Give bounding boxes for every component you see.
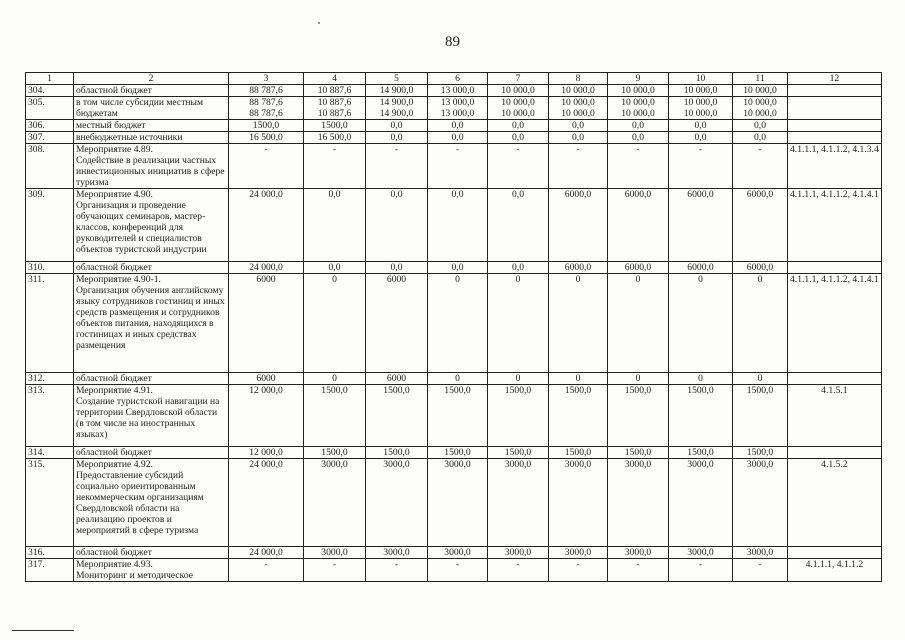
value-cell: - <box>229 559 304 582</box>
value-cell: 6000 <box>366 274 428 373</box>
value-cell: 0 <box>428 274 488 373</box>
target-indicator-code: 4.1.1.1, 4.1.1.2, 4.1.4.1 <box>788 274 882 373</box>
column-number-5: 5 <box>366 73 428 85</box>
table-row <box>26 189 882 262</box>
value-cell: 10 000,0 10 000,0 <box>733 97 788 120</box>
value-cell: 0 <box>549 274 608 373</box>
row-number: 307. <box>26 132 74 144</box>
value-cell: 10 000,0 10 000,0 <box>488 97 549 120</box>
table-row <box>26 132 882 144</box>
row-number: 308. <box>26 144 74 189</box>
value-cell: 0,0 <box>366 120 428 132</box>
table-header-row <box>26 73 882 85</box>
value-cell: 1500,0 <box>669 447 733 459</box>
value-cell: - <box>428 144 488 189</box>
value-cell: 3000,0 <box>366 547 428 559</box>
value-cell: 6000,0 <box>549 262 608 274</box>
value-cell: 13 000,0 <box>428 85 488 97</box>
value-cell: 6000,0 <box>608 189 669 262</box>
value-cell: 0,0 <box>733 132 788 144</box>
value-cell: 12 000,0 <box>229 447 304 459</box>
target-indicator-code <box>788 132 882 144</box>
value-cell: 3000,0 <box>669 459 733 547</box>
value-cell: - <box>608 559 669 582</box>
column-number-9: 9 <box>608 73 669 85</box>
value-cell: 1500,0 <box>733 447 788 459</box>
value-cell: - <box>488 144 549 189</box>
value-cell: 1500,0 <box>608 447 669 459</box>
table-row <box>26 373 882 385</box>
value-cell: 16 500,0 <box>304 132 366 144</box>
table-row <box>26 85 882 97</box>
value-cell: - <box>733 559 788 582</box>
value-cell: 0,0 <box>669 132 733 144</box>
value-cell: - <box>488 559 549 582</box>
table-row <box>26 120 882 132</box>
row-number: 316. <box>26 547 74 559</box>
column-number-3: 3 <box>229 73 304 85</box>
value-cell: 1500,0 <box>366 385 428 447</box>
row-description: Мероприятие 4.89. Содействие в реализации частных инвестиционных инициатив в сфере туризма <box>74 144 229 189</box>
value-cell: - <box>229 144 304 189</box>
value-cell: 0,0 <box>428 189 488 262</box>
value-cell: 1500,0 <box>428 447 488 459</box>
row-description: областной бюджет <box>74 262 229 274</box>
value-cell: 3000,0 <box>549 459 608 547</box>
value-cell: - <box>366 559 428 582</box>
value-cell: 0,0 <box>304 189 366 262</box>
value-cell: 3000,0 <box>608 547 669 559</box>
value-cell: - <box>549 144 608 189</box>
row-number: 314. <box>26 447 74 459</box>
column-number-6: 6 <box>428 73 488 85</box>
row-number: 309. <box>26 189 74 262</box>
value-cell: 6000,0 <box>608 262 669 274</box>
row-description: внебюджетные источники <box>74 132 229 144</box>
value-cell: 3000,0 <box>304 459 366 547</box>
column-number-4: 4 <box>304 73 366 85</box>
row-number: 315. <box>26 459 74 547</box>
page-number: 89 <box>445 34 460 50</box>
value-cell: 6000 <box>229 373 304 385</box>
target-indicator-code <box>788 262 882 274</box>
value-cell: 1500,0 <box>304 447 366 459</box>
value-cell: 0,0 <box>608 120 669 132</box>
value-cell: 0,0 <box>669 120 733 132</box>
row-number: 310. <box>26 262 74 274</box>
row-number: 306. <box>26 120 74 132</box>
column-number-1: 1 <box>26 73 74 85</box>
value-cell: 24 000,0 <box>229 459 304 547</box>
row-description: областной бюджет <box>74 547 229 559</box>
column-number-2: 2 <box>74 73 229 85</box>
row-number: 304. <box>26 85 74 97</box>
value-cell: 1500,0 <box>229 120 304 132</box>
target-indicator-code: 4.1.5.1 <box>788 385 882 447</box>
table-row <box>26 262 882 274</box>
value-cell: 10 000,0 <box>733 85 788 97</box>
value-cell: 14 900,0 14 900,0 <box>366 97 428 120</box>
value-cell: 0,0 <box>428 120 488 132</box>
value-cell: 10 000,0 <box>608 85 669 97</box>
value-cell: 0 <box>733 373 788 385</box>
value-cell: 24 000,0 <box>229 189 304 262</box>
value-cell: 0 <box>304 274 366 373</box>
value-cell: 24 000,0 <box>229 262 304 274</box>
column-number-12: 12 <box>788 73 882 85</box>
value-cell: 0 <box>733 274 788 373</box>
column-number-7: 7 <box>488 73 549 85</box>
value-cell: 16 500,0 <box>229 132 304 144</box>
value-cell: 0,0 <box>428 262 488 274</box>
value-cell: 0 <box>608 274 669 373</box>
value-cell: 88 787,6 <box>229 85 304 97</box>
value-cell: 6000,0 <box>549 189 608 262</box>
value-cell: 1500,0 <box>304 120 366 132</box>
target-indicator-code: 4.1.1.1, 4.1.1.2, 4.1.4.1 <box>788 189 882 262</box>
value-cell: 0 <box>428 373 488 385</box>
footnote-rule <box>12 630 74 631</box>
table-row <box>26 447 882 459</box>
value-cell: - <box>304 559 366 582</box>
value-cell: 0 <box>549 373 608 385</box>
scan-speck <box>318 22 320 24</box>
column-number-8: 8 <box>549 73 608 85</box>
row-description: областной бюджет <box>74 373 229 385</box>
value-cell: 3000,0 <box>733 547 788 559</box>
value-cell: 1500,0 <box>366 447 428 459</box>
value-cell: 0,0 <box>488 120 549 132</box>
value-cell: 88 787,6 88 787,6 <box>229 97 304 120</box>
value-cell: - <box>669 559 733 582</box>
value-cell: 3000,0 <box>428 459 488 547</box>
value-cell: 3000,0 <box>488 547 549 559</box>
value-cell: 0,0 <box>488 132 549 144</box>
row-number: 317. <box>26 559 74 582</box>
value-cell: 0 <box>608 373 669 385</box>
value-cell: - <box>304 144 366 189</box>
value-cell: 24 000,0 <box>229 547 304 559</box>
target-indicator-code <box>788 85 882 97</box>
value-cell: 1500,0 <box>428 385 488 447</box>
row-number: 305. <box>26 97 74 120</box>
value-cell: 0 <box>669 373 733 385</box>
value-cell: 6000,0 <box>733 189 788 262</box>
value-cell: 3000,0 <box>608 459 669 547</box>
value-cell: 0,0 <box>488 189 549 262</box>
value-cell: 10 000,0 <box>669 85 733 97</box>
value-cell: 6000,0 <box>733 262 788 274</box>
value-cell: - <box>733 144 788 189</box>
value-cell: 3000,0 <box>669 547 733 559</box>
value-cell: 3000,0 <box>733 459 788 547</box>
row-description: Мероприятие 4.92. Предоставление субсидий социально ориентированным некоммерческим организациям Свердловской области на реализацию проектов и мероприятий в сфере туризма <box>74 459 229 547</box>
value-cell: 6000 <box>229 274 304 373</box>
table-row <box>26 274 882 373</box>
value-cell: 0 <box>304 373 366 385</box>
value-cell: 0 <box>488 274 549 373</box>
table-row <box>26 547 882 559</box>
row-description: Мероприятие 4.93. Мониторинг и методическое <box>74 559 229 582</box>
value-cell: 1500,0 <box>608 385 669 447</box>
column-number-11: 11 <box>733 73 788 85</box>
row-number: 311. <box>26 274 74 373</box>
value-cell: 0 <box>669 274 733 373</box>
value-cell: 6000,0 <box>669 189 733 262</box>
value-cell: 13 000,0 13 000,0 <box>428 97 488 120</box>
value-cell: 0,0 <box>428 132 488 144</box>
target-indicator-code: 4.1.1.1, 4.1.1.2, 4.1.3.4 <box>788 144 882 189</box>
value-cell: 10 887,6 10 887,6 <box>304 97 366 120</box>
row-number: 313. <box>26 385 74 447</box>
value-cell: 10 000,0 <box>488 85 549 97</box>
value-cell: 1500,0 <box>549 447 608 459</box>
value-cell: 10 000,0 10 000,0 <box>549 97 608 120</box>
budget-table <box>25 72 882 582</box>
table-row <box>26 385 882 447</box>
target-indicator-code: 4.1.1.1, 4.1.1.2 <box>788 559 882 582</box>
row-number: 312. <box>26 373 74 385</box>
value-cell: 0,0 <box>366 262 428 274</box>
target-indicator-code <box>788 547 882 559</box>
value-cell: 12 000,0 <box>229 385 304 447</box>
target-indicator-code <box>788 120 882 132</box>
value-cell: 10 000,0 <box>549 85 608 97</box>
value-cell: 1500,0 <box>733 385 788 447</box>
table-row <box>26 559 882 582</box>
table-row <box>26 144 882 189</box>
row-description: областной бюджет <box>74 85 229 97</box>
row-description: Мероприятие 4.90. Организация и проведение обучающих семинаров, мастер-классов, конференций для руководителей и специалистов объектов туристской индустрии <box>74 189 229 262</box>
target-indicator-code <box>788 447 882 459</box>
value-cell: 0,0 <box>608 132 669 144</box>
value-cell: 6000,0 <box>669 262 733 274</box>
value-cell: 10 000,0 10 000,0 <box>669 97 733 120</box>
row-description: Мероприятие 4.90-1. Организация обучения английскому языку сотрудников гостиниц и иных средств размещения и сотрудников объектов питания, находящихся в гостиницах и иных средствах размещения <box>74 274 229 373</box>
value-cell: 0,0 <box>488 262 549 274</box>
value-cell: 6000 <box>366 373 428 385</box>
row-description: Мероприятие 4.91. Создание туристской навигации на территории Свердловской области (в том числе на иностранных языках) <box>74 385 229 447</box>
value-cell: 3000,0 <box>488 459 549 547</box>
value-cell: 1500,0 <box>304 385 366 447</box>
table-row <box>26 97 882 120</box>
value-cell: 14 900,0 <box>366 85 428 97</box>
value-cell: - <box>366 144 428 189</box>
value-cell: 1500,0 <box>488 447 549 459</box>
column-number-10: 10 <box>669 73 733 85</box>
value-cell: 1500,0 <box>488 385 549 447</box>
target-indicator-code <box>788 97 882 120</box>
target-indicator-code: 4.1.5.2 <box>788 459 882 547</box>
value-cell: 1500,0 <box>549 385 608 447</box>
value-cell: 3000,0 <box>549 547 608 559</box>
value-cell: - <box>549 559 608 582</box>
value-cell: 0 <box>488 373 549 385</box>
value-cell: 0,0 <box>304 262 366 274</box>
value-cell: 0,0 <box>549 120 608 132</box>
row-description: в том числе субсидии местным бюджетам <box>74 97 229 120</box>
value-cell: 1500,0 <box>669 385 733 447</box>
target-indicator-code <box>788 373 882 385</box>
value-cell: - <box>428 559 488 582</box>
row-description: областной бюджет <box>74 447 229 459</box>
value-cell: 3000,0 <box>366 459 428 547</box>
value-cell: 0,0 <box>366 132 428 144</box>
row-description: местный бюджет <box>74 120 229 132</box>
value-cell: 0,0 <box>366 189 428 262</box>
value-cell: 0,0 <box>733 120 788 132</box>
value-cell: 0,0 <box>549 132 608 144</box>
value-cell: 10 000,0 10 000,0 <box>608 97 669 120</box>
value-cell: 3000,0 <box>304 547 366 559</box>
value-cell: - <box>608 144 669 189</box>
value-cell: 10 887,6 <box>304 85 366 97</box>
table-row <box>26 459 882 547</box>
value-cell: 3000,0 <box>428 547 488 559</box>
value-cell: - <box>669 144 733 189</box>
